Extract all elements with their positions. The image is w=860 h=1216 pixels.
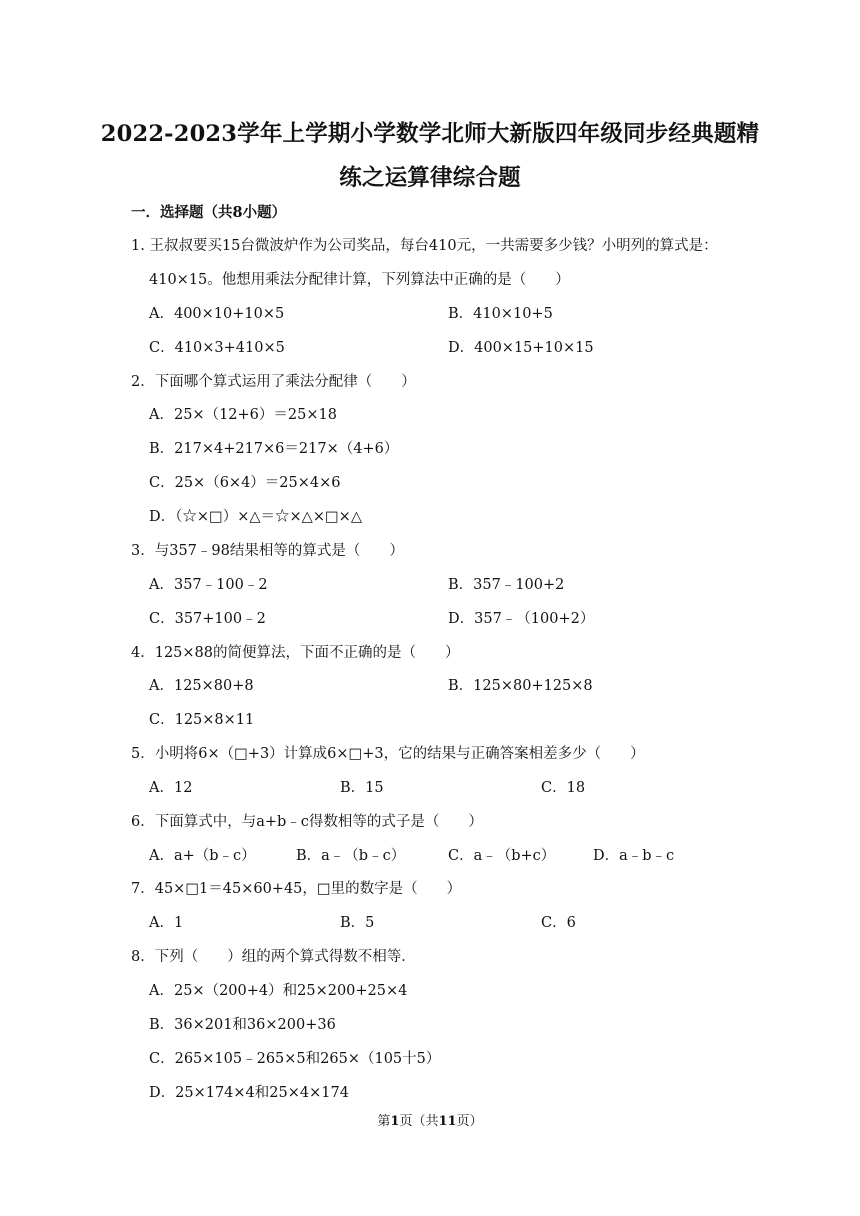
document-title-line-2: 练之运算律综合题 [339,165,521,191]
q2-option-d: D．（☆×□）×△＝☆×△×□×△ [149,509,362,525]
q5-option-c: C．18 [541,780,586,796]
q7-stem: 7．45×□1＝45×60+45，□里的数字是（ ） [131,881,462,897]
q8-option-d: D．25×174×4和25×4×174 [149,1085,349,1101]
q6-option-b: B．a﹣（b﹣c） [296,848,406,864]
q1-option-c: C．410×3+410×5 [149,340,285,356]
q2-option-c: C．25×（6×4）＝25×4×6 [149,475,341,491]
page-footer [0,1110,860,1129]
q1-option-b: B．410×10+5 [448,306,553,322]
q3-option-d: D．357﹣（100+2） [448,611,595,627]
q7-option-a: A．1 [149,915,184,931]
q6-stem: 6．下面算式中，与a+b﹣c得数相等的式子是（ ） [131,814,483,830]
footer-middle: 页（共 [399,1114,439,1129]
q7-option-c: C．6 [541,915,576,931]
q4-stem: 4．125×88的简便算法，下面不正确的是（ ） [131,645,460,661]
footer-total-pages: 11 [438,1114,457,1129]
q2-stem: 2．下面哪个算式运用了乘法分配律（ ） [131,374,416,390]
q2-option-a: A．25×（12+6）＝25×18 [149,407,337,423]
q6-option-c: C．a﹣（b+c） [448,848,556,864]
q6-option-a: A．a+（b﹣c） [149,848,256,864]
document-title-line-1: 2022-2023学年上学期小学数学北师大新版四年级同步经典题精 [100,121,760,147]
q8-option-a: A．25×（200+4）和25×200+25×4 [149,983,408,999]
q5-stem: 5．小明将6×（□+3）计算成6×□+3，它的结果与正确答案相差多少（ ） [131,746,645,762]
q3-option-c: C．357+100﹣2 [149,611,266,627]
q8-option-b: B．36×201和36×200+36 [149,1017,336,1033]
q1-option-a: A．400×10+10×5 [149,306,285,322]
q4-option-a: A．125×80+8 [149,678,254,694]
q5-option-b: B．15 [340,780,384,796]
section-heading: 一．选择题（共8小题） [131,204,287,221]
q8-option-c: C．265×105﹣265×5和265×（105十5） [149,1051,441,1067]
q3-stem: 3．与357﹣98结果相等的算式是（ ） [131,543,404,559]
q1-option-d: D．400×15+10×15 [448,340,594,356]
q3-option-a: A．357﹣100﹣2 [149,577,268,593]
q2-option-b: B．217×4+217×6＝217×（4+6） [149,441,399,457]
footer-prefix: 第 [377,1114,391,1129]
q8-stem: 8．下列（ ）组的两个算式得数不相等． [131,949,416,965]
q5-option-a: A．12 [149,780,193,796]
footer-suffix: 页） [456,1114,483,1129]
q4-option-c: C．125×8×11 [149,712,255,728]
footer-page-number: 1 [390,1114,400,1129]
q3-option-b: B．357﹣100+2 [448,577,565,593]
q6-option-d: D．a﹣b﹣c [593,848,675,864]
q7-option-b: B．5 [340,915,375,931]
q1-stem-line-1: 1. 王叔叔要买15台微波炉作为公司奖品，每台410元，一共需要多少钱？小明列的算式是： [131,238,718,254]
q4-option-b: B．125×80+125×8 [448,678,593,694]
q1-stem-line-2: 410×15。他想用乘法分配律计算，下列算法中正确的是（ ） [149,272,570,288]
